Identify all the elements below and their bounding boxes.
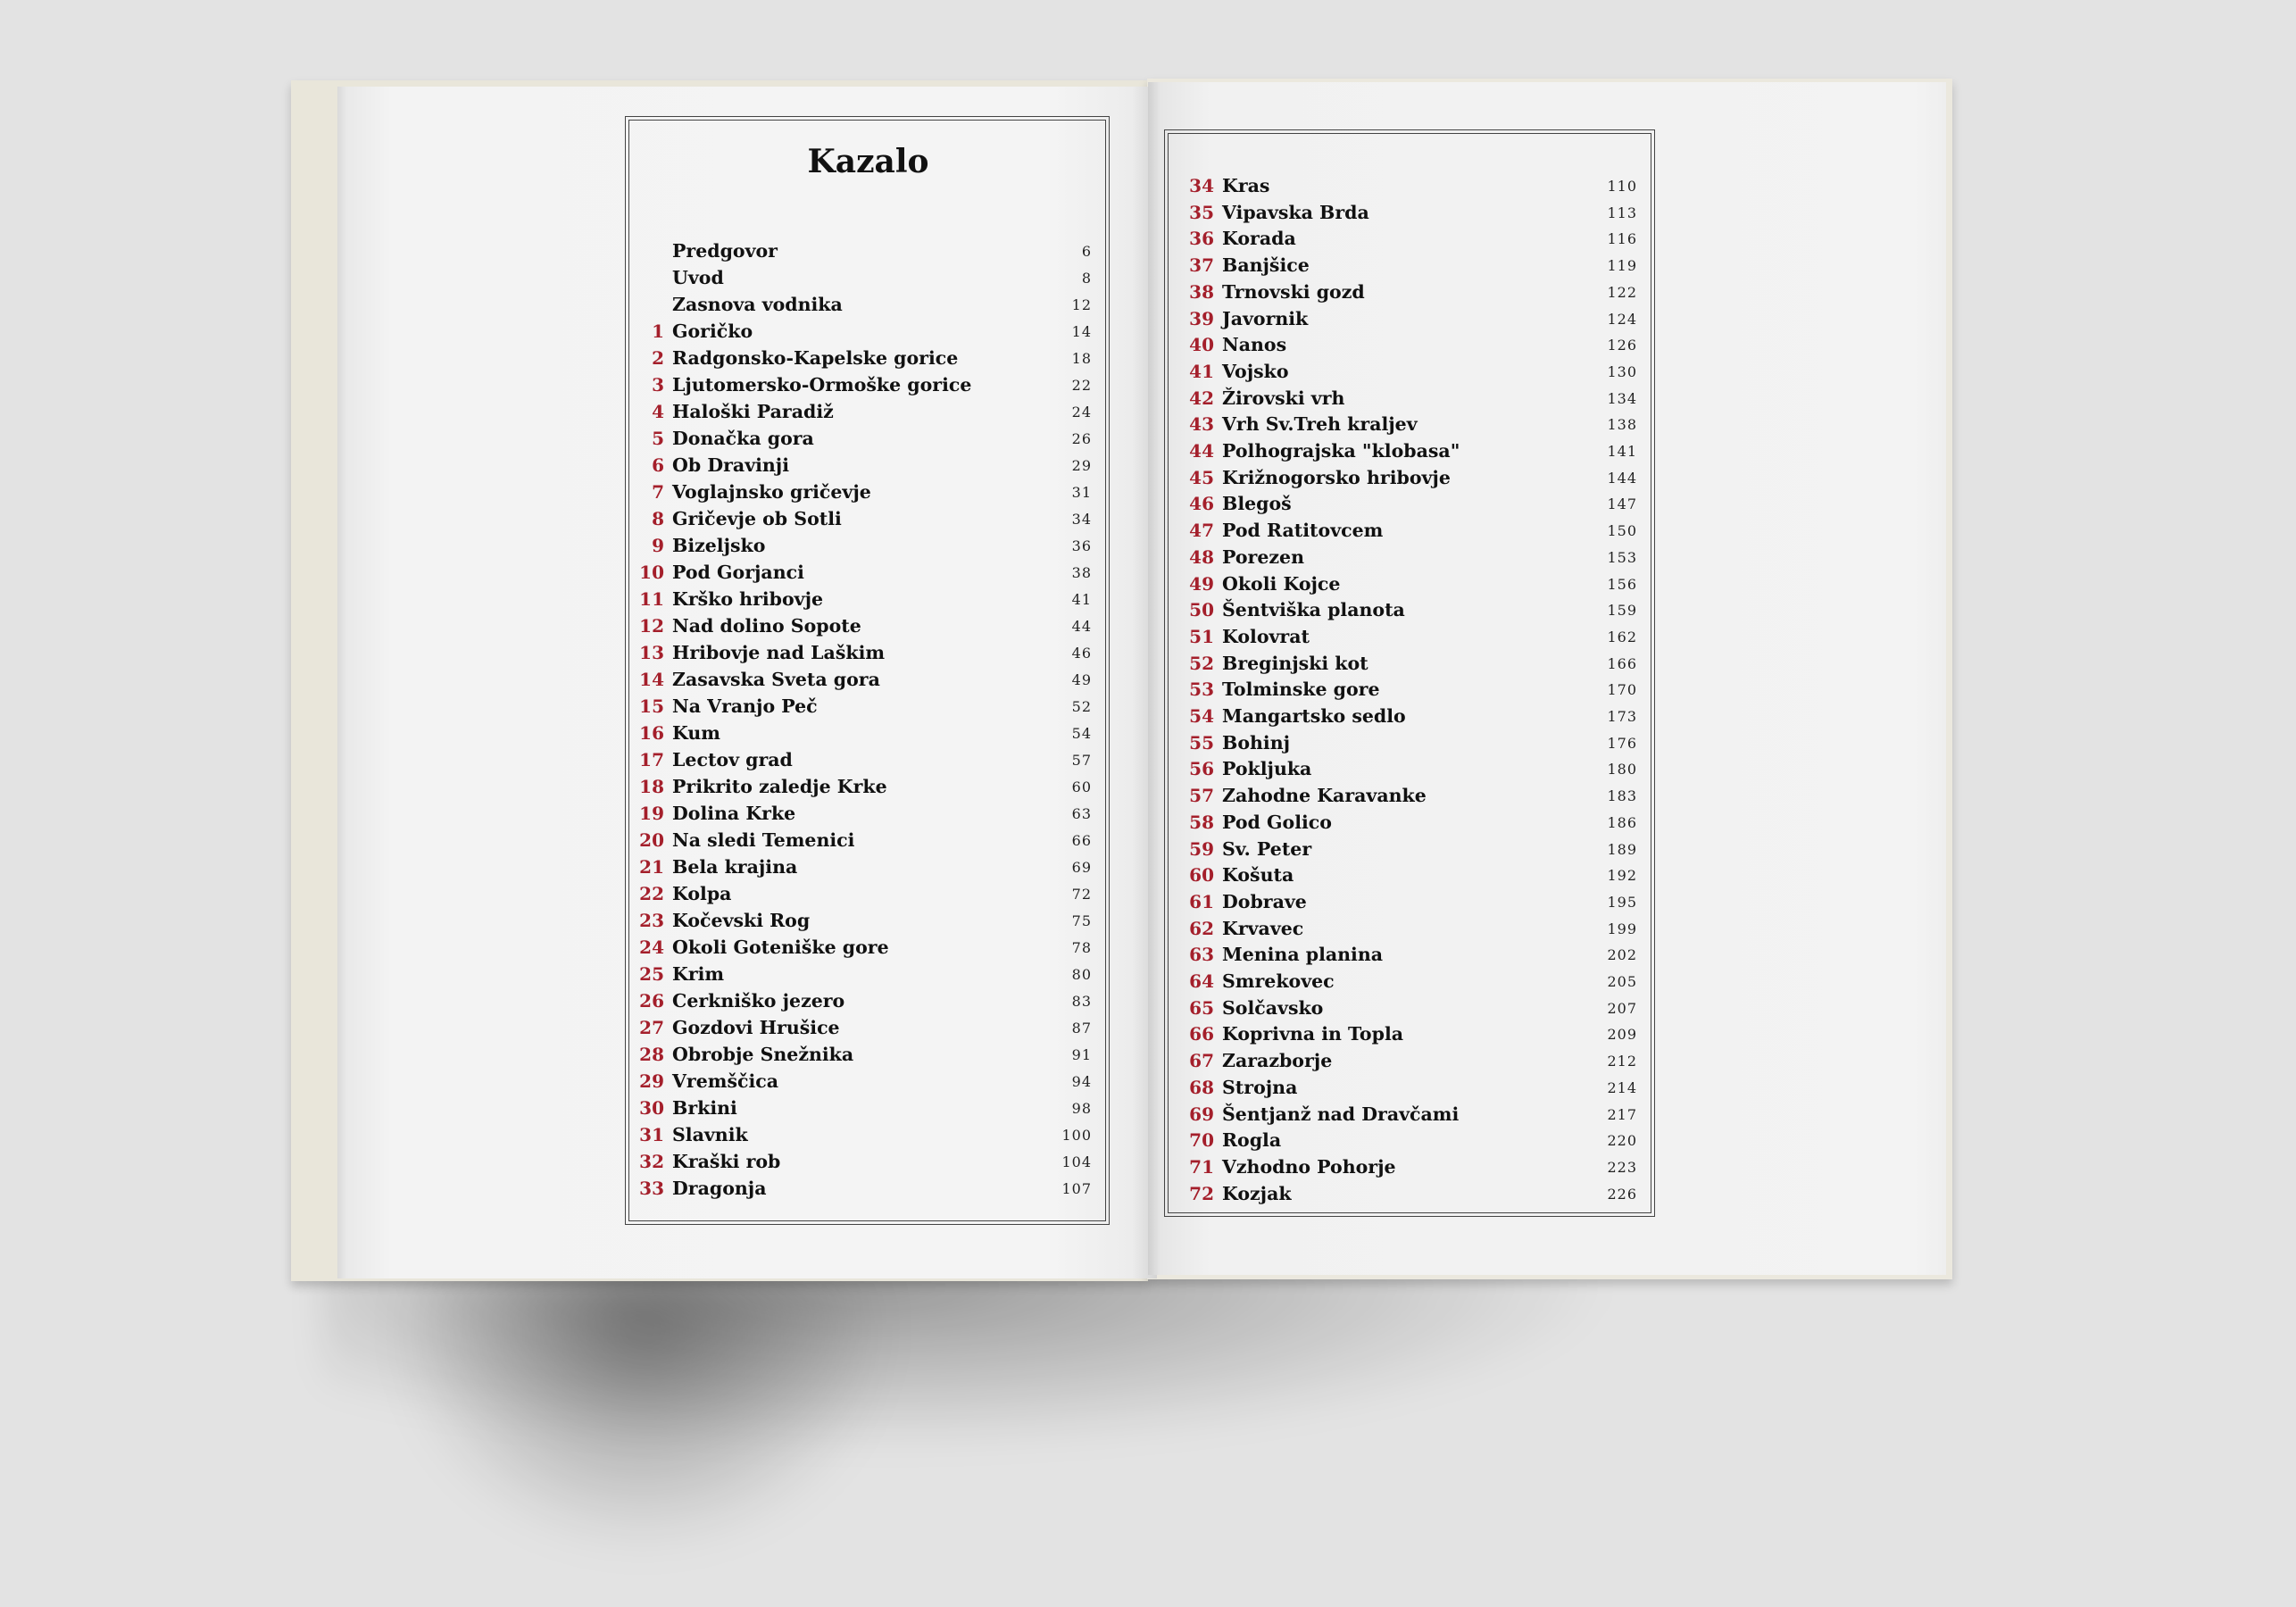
toc-entry-title: Nanos bbox=[1222, 334, 1287, 356]
toc-entry-number: 62 bbox=[1189, 917, 1214, 939]
toc-entry-number: 16 bbox=[639, 722, 664, 744]
toc-entry-page: 18 bbox=[1071, 350, 1092, 367]
toc-entry-title: Kolpa bbox=[672, 883, 732, 904]
toc-entry-page: 22 bbox=[1071, 377, 1092, 394]
toc-entry[interactable] bbox=[1175, 517, 1637, 544]
toc-entry-number: 11 bbox=[639, 588, 664, 610]
toc-entry[interactable] bbox=[1175, 464, 1637, 491]
toc-entry-title: Kraški rob bbox=[672, 1151, 781, 1172]
toc-entry-page: 195 bbox=[1607, 893, 1637, 911]
toc-entry[interactable] bbox=[1175, 544, 1637, 570]
toc-entry-title: Javornik bbox=[1222, 307, 1309, 329]
toc-entry-title: Polhograjska "klobasa" bbox=[1222, 440, 1460, 462]
toc-entry-page: 199 bbox=[1607, 920, 1637, 937]
toc-entry-title: Obrobje Snežnika bbox=[672, 1044, 854, 1065]
toc-entry-title: Krško hribovje bbox=[672, 588, 824, 610]
toc-entry[interactable] bbox=[1175, 411, 1637, 437]
toc-entry-title: Uvod bbox=[672, 267, 724, 288]
toc-entry-page: 192 bbox=[1607, 867, 1637, 885]
toc-entry-page: 173 bbox=[1607, 708, 1637, 725]
toc-entry-number: 68 bbox=[1189, 1076, 1214, 1098]
toc-entry-title: Okoli Goteniške gore bbox=[672, 937, 889, 958]
toc-entry-title: Šentjanž nad Dravčami bbox=[1222, 1103, 1460, 1125]
toc-entry[interactable] bbox=[625, 961, 1092, 987]
toc-entry-number: 56 bbox=[1189, 758, 1214, 780]
toc-entry[interactable] bbox=[1175, 862, 1637, 888]
toc-entry-title: Strojna bbox=[1222, 1076, 1298, 1098]
toc-entry[interactable] bbox=[1175, 915, 1637, 942]
toc-entry-page: 94 bbox=[1071, 1073, 1092, 1090]
toc-entry-title: Hribovje nad Laškim bbox=[672, 642, 886, 663]
toc-entry-number: 36 bbox=[1189, 228, 1214, 250]
toc-entry-title: Križnogorsko hribovje bbox=[1222, 466, 1451, 488]
toc-entry-title: Predgovor bbox=[672, 240, 778, 262]
toc-entry-page: 119 bbox=[1607, 257, 1637, 275]
toc-entry-number: 29 bbox=[639, 1070, 664, 1092]
toc-entry-title: Krvavec bbox=[1222, 917, 1304, 939]
toc-entry-number: 9 bbox=[652, 535, 664, 556]
toc-entry[interactable] bbox=[625, 666, 1092, 693]
toc-entry[interactable] bbox=[625, 853, 1092, 880]
toc-entry-number: 24 bbox=[639, 937, 664, 958]
toc-entry[interactable] bbox=[1175, 1180, 1637, 1207]
toc-entry-page: 38 bbox=[1071, 564, 1092, 581]
toc-entry[interactable] bbox=[1175, 703, 1637, 729]
toc-entry-title: Kočevski Rog bbox=[672, 910, 811, 931]
toc-entry-title: Šentviška planota bbox=[1222, 599, 1405, 621]
toc-entry-page: 130 bbox=[1607, 362, 1637, 380]
toc-entry-number: 28 bbox=[639, 1044, 664, 1065]
toc-entry-title: Zarazborje bbox=[1222, 1050, 1333, 1072]
toc-entry-page: 144 bbox=[1607, 469, 1637, 487]
toc-entry[interactable] bbox=[1175, 782, 1637, 809]
toc-entry-page: 220 bbox=[1607, 1132, 1637, 1150]
toc-entry-page: 138 bbox=[1607, 416, 1637, 434]
toc-entry-page: 54 bbox=[1071, 725, 1092, 742]
toc-entry-number: 27 bbox=[639, 1017, 664, 1038]
toc-entry-page: 49 bbox=[1071, 671, 1092, 688]
toc-entry[interactable] bbox=[1175, 252, 1637, 279]
toc-entry-title: Cerkniško jezero bbox=[672, 990, 845, 1012]
toc-entry[interactable] bbox=[625, 425, 1092, 452]
toc-entry-page: 69 bbox=[1071, 859, 1092, 876]
toc-entry-number: 31 bbox=[639, 1124, 664, 1145]
toc-entry[interactable] bbox=[1175, 650, 1637, 677]
toc-entry-number: 46 bbox=[1189, 493, 1214, 515]
toc-entry-title: Pod Gorjanci bbox=[672, 562, 804, 583]
toc-entry-page: 29 bbox=[1071, 457, 1092, 474]
toc-entry-title: Nad dolino Sopote bbox=[672, 615, 861, 637]
toc-entry-number: 3 bbox=[652, 374, 664, 396]
toc-entry[interactable] bbox=[1175, 1047, 1637, 1074]
toc-entry-number: 50 bbox=[1189, 599, 1214, 621]
toc-entry-page: 113 bbox=[1607, 204, 1637, 221]
toc-entry-number: 45 bbox=[1189, 466, 1214, 488]
toc-entry-number: 71 bbox=[1189, 1155, 1214, 1178]
toc-entry[interactable] bbox=[625, 479, 1092, 505]
toc-entry-number: 30 bbox=[639, 1097, 664, 1119]
toc-entry-title: Na sledi Temenici bbox=[672, 829, 855, 851]
toc-entry-page: 98 bbox=[1071, 1100, 1092, 1117]
toc-entry-number: 65 bbox=[1189, 996, 1214, 1019]
toc-entry[interactable] bbox=[625, 237, 1092, 264]
toc-entry-page: 141 bbox=[1607, 443, 1637, 460]
toc-entry[interactable] bbox=[625, 800, 1092, 827]
toc-entry-title: Mangartsko sedlo bbox=[1222, 705, 1406, 727]
toc-entry-number: 54 bbox=[1189, 705, 1214, 727]
toc-entry-number: 44 bbox=[1189, 440, 1214, 462]
toc-entry-title: Žirovski vrh bbox=[1222, 387, 1345, 409]
toc-entry-title: Kozjak bbox=[1222, 1182, 1292, 1204]
toc-entry[interactable] bbox=[1175, 676, 1637, 703]
toc-entry-page: 212 bbox=[1607, 1053, 1637, 1070]
toc-entry[interactable] bbox=[1175, 172, 1637, 199]
toc-entry-title: Okoli Kojce bbox=[1222, 572, 1341, 595]
toc-entry-number: 21 bbox=[639, 856, 664, 878]
toc-entry-page: 126 bbox=[1607, 337, 1637, 354]
toc-entry[interactable] bbox=[625, 827, 1092, 853]
toc-entry-number: 64 bbox=[1189, 970, 1214, 992]
toc-entry-page: 72 bbox=[1071, 886, 1092, 903]
toc-entry-number: 14 bbox=[639, 669, 664, 690]
toc-entry-page: 209 bbox=[1607, 1026, 1637, 1044]
toc-entry-page: 207 bbox=[1607, 999, 1637, 1017]
toc-entry-page: 189 bbox=[1607, 840, 1637, 858]
toc-entry[interactable] bbox=[1175, 623, 1637, 650]
toc-entry-page: 156 bbox=[1607, 575, 1637, 593]
toc-entry-page: 91 bbox=[1071, 1046, 1092, 1063]
toc-entry-page: 31 bbox=[1071, 484, 1092, 501]
toc-entry-title: Zasnova vodnika bbox=[672, 294, 843, 315]
toc-entry-title: Korada bbox=[1222, 228, 1296, 250]
toc-entry-title: Gričevje ob Sotli bbox=[672, 508, 842, 529]
toc-entry-page: 166 bbox=[1607, 654, 1637, 672]
toc-entry[interactable] bbox=[1175, 1020, 1637, 1047]
toc-entry[interactable] bbox=[1175, 1101, 1637, 1128]
toc-entry-title: Vzhodno Pohorje bbox=[1222, 1155, 1396, 1178]
page-title: Kazalo bbox=[807, 143, 929, 180]
toc-entry-page: 26 bbox=[1071, 430, 1092, 447]
toc-entry-title: Zahodne Karavanke bbox=[1222, 785, 1427, 807]
toc-entry[interactable] bbox=[625, 1095, 1092, 1121]
toc-entry-number: 8 bbox=[652, 508, 664, 529]
toc-entry-number: 59 bbox=[1189, 837, 1214, 860]
toc-entry[interactable] bbox=[625, 1014, 1092, 1041]
toc-entry-page: 223 bbox=[1607, 1158, 1637, 1176]
toc-entry-number: 57 bbox=[1189, 785, 1214, 807]
toc-entry-number: 32 bbox=[639, 1151, 664, 1172]
toc-entry-title: Banjšice bbox=[1222, 254, 1310, 277]
toc-entry[interactable] bbox=[625, 987, 1092, 1014]
toc-entry-number: 69 bbox=[1189, 1103, 1214, 1125]
toc-entry-page: 83 bbox=[1071, 993, 1092, 1010]
toc-entry-title: Rogla bbox=[1222, 1129, 1282, 1152]
toc-entry-title: Breginjski kot bbox=[1222, 652, 1368, 674]
toc-entry[interactable] bbox=[625, 452, 1092, 479]
toc-entry-title: Donačka gora bbox=[672, 428, 814, 449]
toc-entry-title: Na Vranjo Peč bbox=[672, 695, 818, 717]
toc-entry[interactable] bbox=[1175, 995, 1637, 1021]
toc-entry-page: 75 bbox=[1071, 912, 1092, 929]
toc-entry[interactable] bbox=[1175, 809, 1637, 836]
toc-entry-page: 80 bbox=[1071, 966, 1092, 983]
toc-entry[interactable] bbox=[625, 559, 1092, 586]
toc-entry-page: 170 bbox=[1607, 681, 1637, 699]
toc-entry[interactable] bbox=[625, 1068, 1092, 1095]
toc-entry-page: 63 bbox=[1071, 805, 1092, 822]
toc-entry[interactable] bbox=[625, 505, 1092, 532]
toc-entry-page: 183 bbox=[1607, 787, 1637, 805]
toc-entry-number: 1 bbox=[652, 321, 664, 342]
toc-entry-number: 63 bbox=[1189, 944, 1214, 966]
toc-entry-title: Lectov grad bbox=[672, 749, 793, 770]
toc-entry[interactable] bbox=[625, 291, 1092, 318]
toc-entry-title: Dobrave bbox=[1222, 890, 1307, 912]
toc-entry-number: 47 bbox=[1189, 520, 1214, 542]
toc-entry-page: 147 bbox=[1607, 495, 1637, 513]
toc-entry-page: 186 bbox=[1607, 813, 1637, 831]
toc-entry-number: 20 bbox=[639, 829, 664, 851]
toc-entry-title: Porezen bbox=[1222, 545, 1304, 568]
toc-entry-title: Vojsko bbox=[1222, 360, 1289, 382]
toc-entry-number: 26 bbox=[639, 990, 664, 1012]
toc-entry-number: 6 bbox=[652, 454, 664, 476]
toc-entry-title: Dolina Krke bbox=[672, 803, 796, 824]
toc-entry-title: Kras bbox=[1222, 175, 1270, 196]
toc-entry-title: Krim bbox=[672, 963, 725, 985]
toc-entry[interactable] bbox=[1175, 437, 1637, 464]
toc-entry-title: Pod Golico bbox=[1222, 811, 1332, 833]
toc-entry-title: Brkini bbox=[672, 1097, 737, 1119]
toc-entry[interactable] bbox=[1175, 729, 1637, 756]
toc-entry[interactable] bbox=[1175, 199, 1637, 226]
toc-entry[interactable] bbox=[625, 1041, 1092, 1068]
toc-entry[interactable] bbox=[625, 586, 1092, 612]
toc-entry-title: Dragonja bbox=[672, 1178, 767, 1199]
toc-entry-number: 53 bbox=[1189, 679, 1214, 701]
toc-entry[interactable] bbox=[1175, 490, 1637, 517]
toc-entry-page: 180 bbox=[1607, 761, 1637, 779]
toc-entry[interactable] bbox=[625, 318, 1092, 345]
toc-entry-page: 41 bbox=[1071, 591, 1092, 608]
toc-entry[interactable] bbox=[625, 639, 1092, 666]
toc-entry[interactable] bbox=[625, 532, 1092, 559]
toc-entry-page: 87 bbox=[1071, 1020, 1092, 1037]
toc-entry-title: Pokljuka bbox=[1222, 758, 1312, 780]
toc-entry-page: 8 bbox=[1081, 270, 1092, 287]
toc-entry[interactable] bbox=[1175, 836, 1637, 862]
toc-entry-title: Vrh Sv.Treh kraljev bbox=[1222, 413, 1418, 436]
toc-entry-title: Goričko bbox=[672, 321, 753, 342]
toc-entry-number: 19 bbox=[639, 803, 664, 824]
toc-entry[interactable] bbox=[625, 880, 1092, 907]
toc-entry[interactable] bbox=[625, 612, 1092, 639]
toc-entry-page: 150 bbox=[1607, 522, 1637, 540]
toc-entry-number: 23 bbox=[639, 910, 664, 931]
toc-entry-title: Solčavsko bbox=[1222, 996, 1324, 1019]
toc-entry-number: 66 bbox=[1189, 1023, 1214, 1045]
toc-entry[interactable] bbox=[1175, 1074, 1637, 1101]
toc-entry-title: Smrekovec bbox=[1222, 970, 1335, 992]
toc-entry[interactable] bbox=[625, 398, 1092, 425]
toc-entry[interactable] bbox=[1175, 941, 1637, 968]
toc-entry-page: 116 bbox=[1607, 230, 1637, 248]
toc-entry[interactable] bbox=[1175, 305, 1637, 332]
toc-entry-page: 14 bbox=[1071, 323, 1092, 340]
toc-entry-title: Ob Dravinji bbox=[672, 454, 789, 476]
toc-entry-number: 38 bbox=[1189, 280, 1214, 303]
toc-entry-number: 5 bbox=[652, 428, 664, 449]
toc-entry-title: Haloški Paradiž bbox=[672, 401, 834, 422]
toc-entry-title: Koprivna in Topla bbox=[1222, 1023, 1404, 1045]
toc-entry-title: Blegoš bbox=[1222, 493, 1292, 515]
toc-entry-number: 18 bbox=[639, 776, 664, 797]
toc-entry-page: 110 bbox=[1607, 178, 1637, 195]
toc-entry-title: Kolovrat bbox=[1222, 625, 1310, 647]
toc-entry-page: 162 bbox=[1607, 628, 1637, 645]
toc-entry-title: Kum bbox=[672, 722, 720, 744]
toc-entry-page: 176 bbox=[1607, 734, 1637, 752]
toc-entry-number: 42 bbox=[1189, 387, 1214, 409]
toc-entry-title: Pod Ratitovcem bbox=[1222, 520, 1384, 542]
toc-entry-title: Bela krajina bbox=[672, 856, 798, 878]
toc-entry-page: 226 bbox=[1607, 1185, 1637, 1203]
toc-entry-page: 205 bbox=[1607, 973, 1637, 990]
toc-entry[interactable] bbox=[625, 720, 1092, 746]
toc-entry[interactable] bbox=[625, 934, 1092, 961]
toc-entry-title: Voglajnsko gričevje bbox=[672, 481, 871, 503]
toc-entry-page: 214 bbox=[1607, 1078, 1637, 1096]
toc-entry[interactable] bbox=[625, 1175, 1092, 1202]
toc-entry-page: 66 bbox=[1071, 832, 1092, 849]
toc-entry-number: 22 bbox=[639, 883, 664, 904]
toc-entry[interactable] bbox=[1175, 596, 1637, 623]
toc-entry[interactable] bbox=[1175, 888, 1637, 915]
toc-entry-title: Zasavska Sveta gora bbox=[672, 669, 880, 690]
toc-entry-page: 153 bbox=[1607, 548, 1637, 566]
toc-entry-page: 78 bbox=[1071, 939, 1092, 956]
toc-entry[interactable] bbox=[625, 746, 1092, 773]
toc-entry-title: Vipavska Brda bbox=[1222, 201, 1369, 223]
toc-entry-number: 13 bbox=[639, 642, 664, 663]
toc-entry-title: Sv. Peter bbox=[1222, 837, 1312, 860]
toc-entry-page: 159 bbox=[1607, 602, 1637, 620]
toc-entry-page: 60 bbox=[1071, 779, 1092, 795]
book-shadow-left bbox=[375, 1268, 911, 1571]
toc-entry-number: 60 bbox=[1189, 864, 1214, 887]
toc-entry[interactable] bbox=[625, 773, 1092, 800]
toc-entry[interactable] bbox=[1175, 358, 1637, 385]
toc-entry-number: 55 bbox=[1189, 731, 1214, 754]
toc-entry-number: 25 bbox=[639, 963, 664, 985]
toc-entry-number: 52 bbox=[1189, 652, 1214, 674]
toc-entry-page: 12 bbox=[1071, 296, 1092, 313]
toc-entry-number: 58 bbox=[1189, 811, 1214, 833]
toc-entry-title: Prikrito zaledje Krke bbox=[672, 776, 887, 797]
toc-entry-number: 33 bbox=[639, 1178, 664, 1199]
toc-entry-number: 70 bbox=[1189, 1129, 1214, 1152]
toc-entry[interactable] bbox=[1175, 279, 1637, 305]
toc-entry-number: 35 bbox=[1189, 201, 1214, 223]
toc-entry[interactable] bbox=[625, 345, 1092, 371]
toc-entry-page: 100 bbox=[1061, 1127, 1092, 1144]
toc-entry-title: Bizeljsko bbox=[672, 535, 766, 556]
toc-entry-number: 67 bbox=[1189, 1050, 1214, 1072]
toc-entry-page: 44 bbox=[1071, 618, 1092, 635]
toc-entry-number: 61 bbox=[1189, 890, 1214, 912]
toc-entry[interactable] bbox=[1175, 570, 1637, 597]
toc-entry-number: 37 bbox=[1189, 254, 1214, 277]
toc-entry-title: Ljutomersko-Ormoške gorice bbox=[672, 374, 972, 396]
toc-entry-number: 12 bbox=[639, 615, 664, 637]
toc-entry-number: 7 bbox=[652, 481, 664, 503]
toc-entry-title: Radgonsko-Kapelske gorice bbox=[672, 347, 959, 369]
toc-entry-number: 51 bbox=[1189, 625, 1214, 647]
toc-entry-page: 122 bbox=[1607, 283, 1637, 301]
toc-entry[interactable] bbox=[625, 1121, 1092, 1148]
toc-entry-number: 39 bbox=[1189, 307, 1214, 329]
toc-entry-page: 107 bbox=[1061, 1180, 1092, 1197]
toc-entry-page: 217 bbox=[1607, 1105, 1637, 1123]
toc-entry-page: 24 bbox=[1071, 404, 1092, 420]
toc-entry[interactable] bbox=[1175, 1153, 1637, 1180]
toc-entry-page: 6 bbox=[1081, 243, 1092, 260]
toc-entry-page: 104 bbox=[1061, 1153, 1092, 1170]
toc-entry-page: 52 bbox=[1071, 698, 1092, 715]
toc-entry-title: Gozdovi Hrušice bbox=[672, 1017, 840, 1038]
toc-entry-number: 4 bbox=[652, 401, 664, 422]
toc-entry-number: 40 bbox=[1189, 334, 1214, 356]
toc-entry-title: Tolminske gore bbox=[1222, 679, 1380, 701]
toc-entry-title: Bohinj bbox=[1222, 731, 1291, 754]
toc-entry-number: 34 bbox=[1189, 175, 1214, 196]
toc-entry-number: 72 bbox=[1189, 1182, 1214, 1204]
toc-entry[interactable] bbox=[625, 907, 1092, 934]
toc-entry-number: 41 bbox=[1189, 360, 1214, 382]
toc-entry-page: 202 bbox=[1607, 946, 1637, 964]
toc-entry-number: 15 bbox=[639, 695, 664, 717]
toc-entry[interactable] bbox=[1175, 968, 1637, 995]
toc-entry[interactable] bbox=[1175, 331, 1637, 358]
toc-entry[interactable] bbox=[625, 264, 1092, 291]
toc-entry[interactable] bbox=[625, 371, 1092, 398]
toc-entry[interactable] bbox=[625, 693, 1092, 720]
toc-entry-title: Trnovski gozd bbox=[1222, 280, 1365, 303]
toc-entry-page: 124 bbox=[1607, 310, 1637, 328]
toc-entry-number: 48 bbox=[1189, 545, 1214, 568]
toc-entry-page: 57 bbox=[1071, 752, 1092, 769]
toc-entry-page: 34 bbox=[1071, 511, 1092, 528]
toc-entry-number: 43 bbox=[1189, 413, 1214, 436]
toc-entry-page: 46 bbox=[1071, 645, 1092, 662]
toc-entry-number: 10 bbox=[639, 562, 664, 583]
toc-entry-page: 36 bbox=[1071, 537, 1092, 554]
toc-entry[interactable] bbox=[1175, 1127, 1637, 1153]
toc-entry-title: Slavnik bbox=[672, 1124, 748, 1145]
toc-entry-page: 134 bbox=[1607, 389, 1637, 407]
toc-entry[interactable] bbox=[1175, 385, 1637, 412]
toc-entry-number: 17 bbox=[639, 749, 664, 770]
toc-entry-title: Vremščica bbox=[672, 1070, 779, 1092]
toc-entry-number: 2 bbox=[652, 347, 664, 369]
toc-entry[interactable] bbox=[625, 1148, 1092, 1175]
toc-entry-title: Menina planina bbox=[1222, 944, 1384, 966]
toc-entry-title: Košuta bbox=[1222, 864, 1294, 887]
toc-entry[interactable] bbox=[1175, 225, 1637, 252]
toc-entry[interactable] bbox=[1175, 755, 1637, 782]
toc-entry-number: 49 bbox=[1189, 572, 1214, 595]
